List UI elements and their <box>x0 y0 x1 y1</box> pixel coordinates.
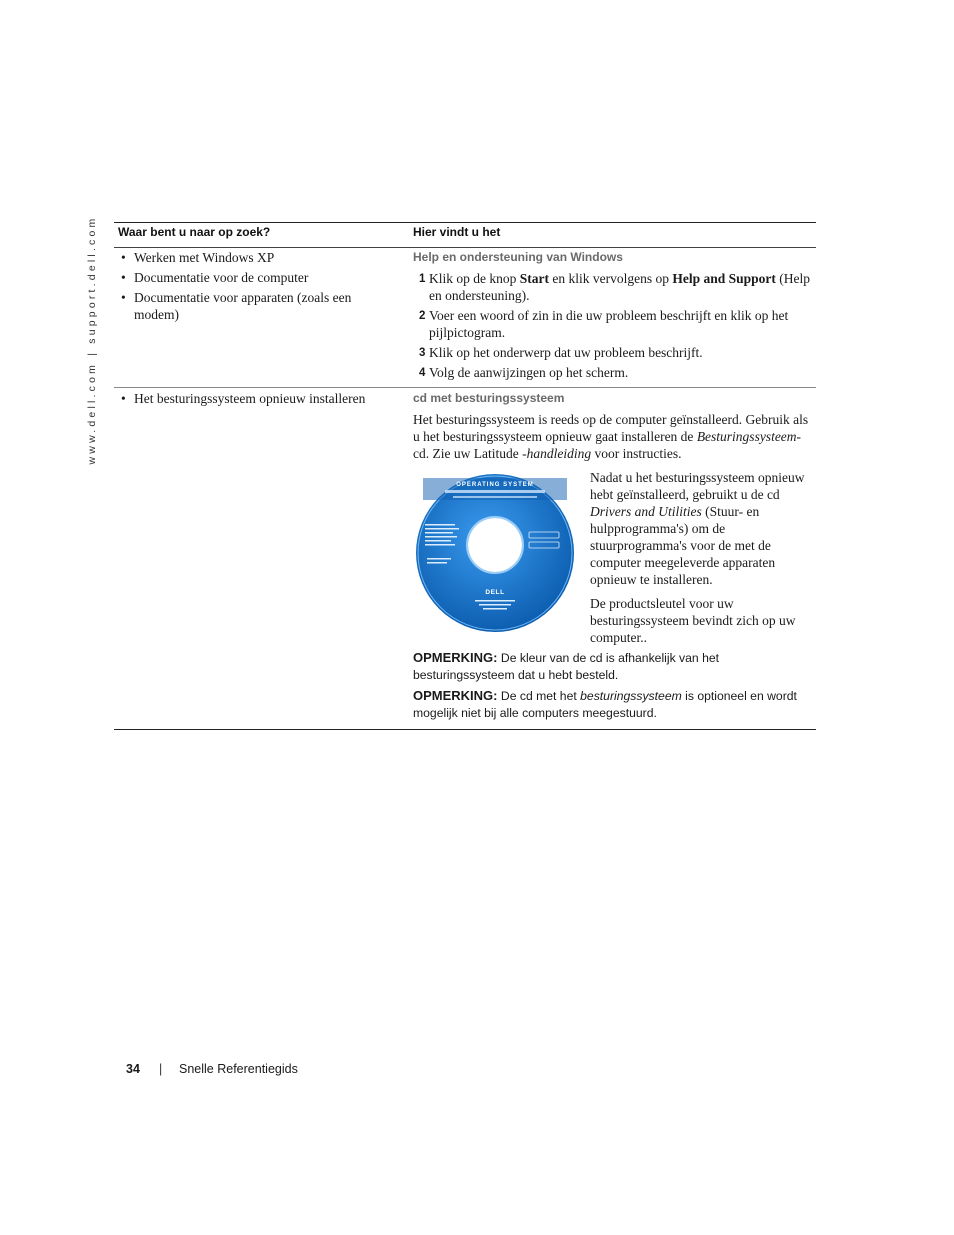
row2-topics <box>114 390 394 410</box>
step-item: 4 Volg de aanwijzingen op het scherm. <box>419 365 629 380</box>
cd-reinstall-text: Nadat u het besturingssysteem opnieuw hebt geïnstalleerd, gebruikt u de cd Drivers and Utilities (Stuur- en hulpprogramma's) om de stuurprogramma's voor de met de computer meegeleverde apparaten opnieuw te installeren. <box>590 470 805 587</box>
list-item: • Documentatie voor apparaten (zoals een modem) <box>121 290 352 322</box>
table-top-rule <box>114 222 816 223</box>
step-item: 3 Klik op het onderwerp dat uw probleem beschrijft. <box>419 345 703 360</box>
cd-label-top: OPERATING SYSTEM <box>456 482 534 488</box>
page-number: 34 <box>126 1062 140 1076</box>
table-bottom-rule <box>114 729 816 730</box>
section-title-os-cd: cd met besturingssysteem <box>413 391 565 405</box>
table-row-rule <box>114 387 816 388</box>
header-where-found: Hier vindt u het <box>413 225 501 239</box>
list-item: • Het besturingssysteem opnieuw installeren <box>121 391 366 406</box>
header-looking-for: Waar bent u naar op zoek? <box>118 225 271 239</box>
cd-brand-label: DELL <box>485 589 505 596</box>
list-item: • Werken met Windows XP <box>121 250 275 265</box>
row1-help <box>413 250 813 384</box>
sidebar-url-text: www.dell.com | support.dell.com <box>86 215 98 465</box>
row1-topics <box>114 249 394 326</box>
footer-separator: | <box>159 1062 163 1076</box>
product-key-text: De productsleutel voor uw besturingssysteem bevindt zich op uw computer.. <box>590 596 796 645</box>
section-title-help: Help en ondersteuning van Windows <box>413 250 623 264</box>
sidebar-url <box>85 215 99 465</box>
table-header-rule <box>114 247 816 248</box>
os-cd-intro: Het besturingssysteem is reeds op de computer geïnstalleerd. Gebruik als u het besturingssysteem opnieuw gaat installeren de Besturingssysteem-cd. Zie uw Latitude -handleiding voor instructies. <box>413 412 809 461</box>
cd-section <box>413 469 813 649</box>
footer-title: Snelle Referentiegids <box>179 1062 298 1076</box>
note-cd-optional: OPMERKING: De cd met het besturingssysteem is optioneel en wordt mogelijk niet bij alle computers meegestuurd. <box>413 688 797 720</box>
note-cd-color: OPMERKING: De kleur van de cd is afhankelijk van het besturingssysteem dat u hebt besteld. <box>413 650 720 682</box>
step-item: 2 Voer een woord of zin in die uw probleem beschrijft en klik op het pijlpictogram. <box>419 308 789 340</box>
cd-description <box>590 469 814 646</box>
row2-os-cd <box>413 391 813 725</box>
list-item: • Documentatie voor de computer <box>121 270 309 285</box>
step-item: 1 Klik op de knop Start en klik vervolgens op Help and Support (Help en ondersteuning). <box>419 271 811 303</box>
cd-disc-icon <box>415 472 575 634</box>
